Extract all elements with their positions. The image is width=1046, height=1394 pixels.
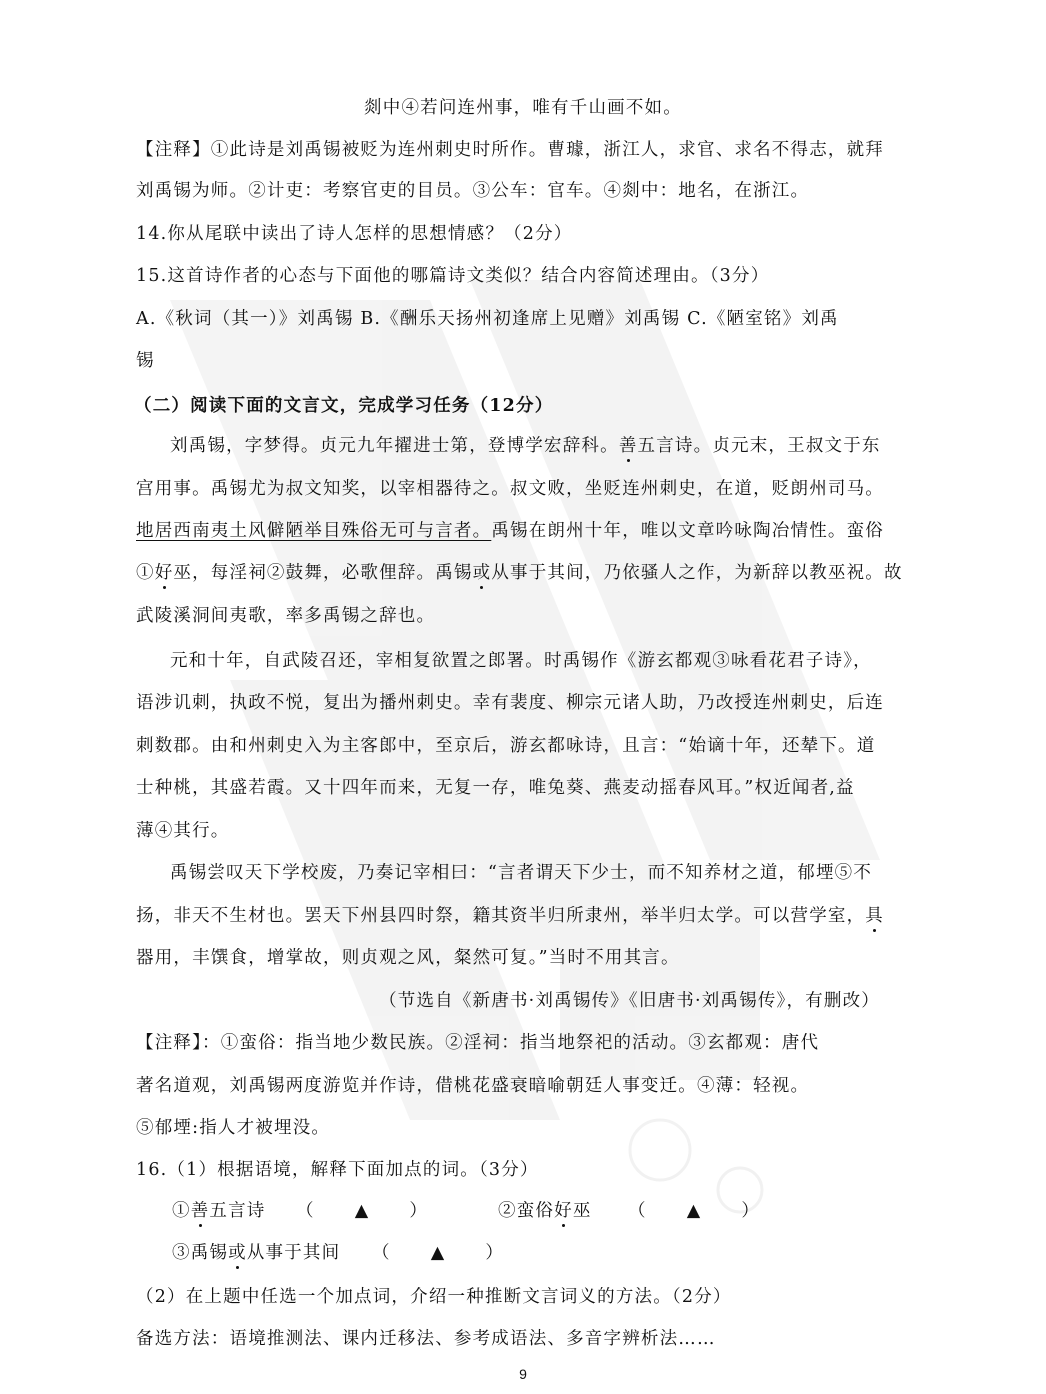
note2-line3: ⑤郁堙:指人才被埋没。: [136, 1118, 331, 1138]
dotted-word-huo-q: 或: [228, 1243, 247, 1263]
blank-marker-icon: ▲: [686, 1201, 702, 1221]
underlined-sentence: 地居西南夷土风僻陋举目殊俗无可与言者。: [136, 521, 492, 541]
passage-p3-line2: 扬，非天不生材也。罢天下州县四时祭，籍其资半归所隶州，举半归太学。可以营学室，具: [136, 906, 884, 926]
passage-p2-line1: 元和十年，自武陵召还，宰相复欲置之郎署。时禹锡作《游玄都观③咏看花君子诗》，: [170, 651, 872, 671]
passage-p1-line4: ①好巫，每淫祠②鼓舞，必歌俚辞。禹锡或从事于其间，乃依骚人之作，为新辞以教巫祝。故: [136, 563, 903, 583]
passage-p2-line5: 薄④其行。: [136, 821, 230, 841]
question-15-options-cont: 锡: [136, 351, 155, 371]
section-2-title: （二）阅读下面的文言文，完成学习任务（12分）: [134, 396, 554, 416]
passage-p3-line3: 器用，丰馔食，增掌故，则贞观之风，粲然可复。”当时不用其言。: [136, 948, 680, 968]
question-16-stem: 16.（1）根据语境，解释下面加点的词。（3分）: [136, 1160, 539, 1180]
dotted-word-hao: 好: [154, 563, 174, 583]
passage-p1-line1: 刘禹锡，字梦得。贞元九年擢进士第，登博学宏辞科。善五言诗。贞元末，王叔文于东: [170, 436, 881, 456]
answer-blank-1[interactable]: （ ▲ ）: [296, 1201, 429, 1221]
note1-line1: 【注释】①此诗是刘禹锡被贬为连州刺史时所作。曹璩，浙江人，求官、求名不得志，就拜: [136, 140, 884, 160]
page-number: 9: [519, 1366, 527, 1382]
note1-line2: 刘禹锡为师。②计吏：考察官吏的目员。③公车：官车。④剡中：地名，在浙江。: [136, 181, 810, 201]
dotted-word-ju: 具: [865, 906, 884, 926]
question-16-item1: ①善五言诗: [172, 1201, 266, 1221]
dotted-word-shan: 善: [618, 436, 638, 456]
poem-last-line: 剡中④若问连州事，唯有千山画不如。: [364, 98, 682, 118]
passage-p2-line3: 刺数郡。由和州刺史入为主客郎中，至京后，游玄都咏诗，且言：“始谪十年，还辇下。道: [136, 736, 876, 756]
passage-p2-line4: 士种桃，其盛若霞。又十四年而来，无复一存，唯兔葵、燕麦动摇春风耳。”权近闻者,益: [136, 778, 855, 798]
passage-p2-line2: 语涉讥刺，执政不悦，复出为播州刺史。幸有裴度、柳宗元诸人助，乃改授连州刺史，后连: [136, 693, 884, 713]
passage-p1-line2: 宫用事。禹锡尤为叔文知奖，以宰相器待之。叔文败，坐贬连州刺史，在道，贬朗州司马。: [136, 479, 884, 499]
note2-line2: 著名道观，刘禹锡两度游览并作诗，借桃花盛衰暗喻朝廷人事变迁。④薄：轻视。: [136, 1076, 810, 1096]
question-16-item3: ③禹锡或从事于其间: [172, 1243, 341, 1263]
note2-line1: 【注释】：①蛮俗：指当地少数民族。②淫祠：指当地祭祀的活动。③玄都观：唐代: [136, 1033, 820, 1053]
passage-p1-line5: 武陵溪洞间夷歌，率多禹锡之辞也。: [136, 606, 436, 626]
question-16-methods: 备选方法：语境推测法、课内迁移法、参考成语法、多音字辨析法……: [136, 1329, 716, 1349]
question-15-stem: 15.这首诗作者的心态与下面他的哪篇诗文类似？结合内容简述理由。（3分）: [136, 266, 770, 286]
question-15-options: A.《秋词（其一）》刘禹锡 B.《酬乐天扬州初逢席上见赠》刘禹锡 C.《陋室铭》刘禹: [136, 309, 839, 329]
answer-blank-2[interactable]: （ ▲ ）: [628, 1201, 761, 1221]
question-14: 14.你从尾联中读出了诗人怎样的思想情感？（2分）: [136, 224, 573, 244]
dotted-word-hao-q: 好: [554, 1201, 573, 1221]
passage-p1-line3: 地居西南夷土风僻陋举目殊俗无可与言者。禹锡在朗州十年，唯以文章吟咏陶冶情性。蛮俗: [136, 521, 885, 541]
blank-marker-icon: ▲: [354, 1201, 370, 1221]
blank-marker-icon: ▲: [430, 1243, 446, 1263]
question-16-item2: ②蛮俗好巫: [498, 1201, 592, 1221]
dotted-word-shan-q: 善: [190, 1201, 210, 1221]
passage-p3-line1: 禹锡尝叹天下学校废，乃奏记宰相曰：“言者谓天下少士，而不知养材之道，郁堙⑤不: [170, 863, 873, 883]
passage-source: （节选自《新唐书·刘禹锡传》《旧唐书·刘禹锡传》，有删改）: [379, 991, 880, 1011]
dotted-word-huo: 或: [472, 563, 492, 583]
question-16-part2: （2）在上题中任选一个加点词，介绍一种推断文言词义的方法。（2分）: [136, 1287, 732, 1307]
answer-blank-3[interactable]: （ ▲ ）: [372, 1243, 505, 1263]
